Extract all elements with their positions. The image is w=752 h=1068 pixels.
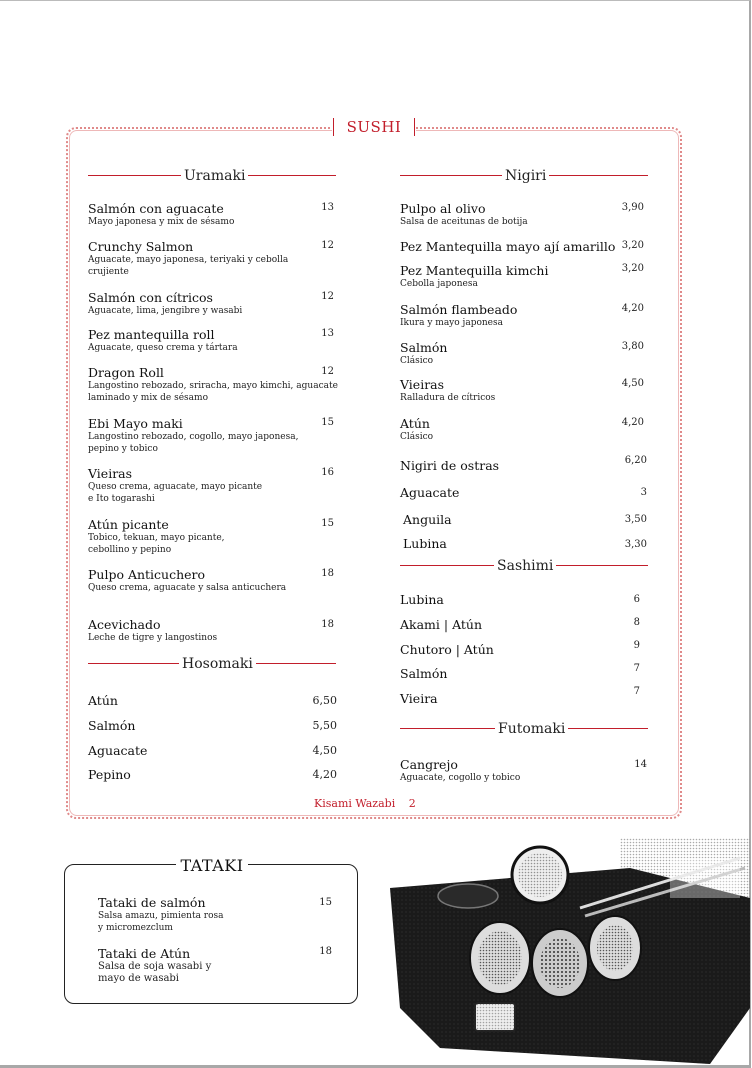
section-sashimi bbox=[400, 557, 648, 575]
nigiri-item bbox=[400, 263, 548, 290]
item-desc: Ralladura de cítricos bbox=[400, 393, 496, 403]
section-uramaki bbox=[88, 167, 336, 185]
uramaki-item bbox=[88, 290, 242, 317]
item-price: 4,20 bbox=[621, 303, 644, 314]
item-desc: Queso crema, aguacate, mayo picante bbox=[88, 482, 263, 492]
item-name: Pulpo Anticuchero bbox=[88, 567, 206, 582]
item-price: 4,50 bbox=[312, 744, 337, 757]
item-desc: laminado y mix de sésamo bbox=[88, 393, 208, 403]
item-name: Salmón con cítricos bbox=[88, 290, 213, 305]
item-name: Aguacate bbox=[400, 485, 460, 500]
item-price: 12 bbox=[321, 291, 334, 302]
nigiri-item bbox=[403, 536, 447, 551]
page-number: 2 bbox=[408, 797, 416, 810]
tataki-item bbox=[98, 895, 224, 934]
item-name: Pepino bbox=[88, 767, 131, 782]
item-price: 14 bbox=[634, 759, 647, 770]
section-nigiri bbox=[400, 167, 648, 185]
item-price: 15 bbox=[321, 417, 334, 428]
item-name: Salmón con aguacate bbox=[88, 201, 224, 216]
item-price: 7 bbox=[633, 663, 640, 674]
item-name: Pez mantequilla roll bbox=[88, 327, 215, 342]
sashimi-item bbox=[400, 617, 482, 632]
item-desc: Clásico bbox=[400, 432, 434, 442]
item-price: 12 bbox=[321, 366, 334, 377]
sushi-photo bbox=[380, 838, 750, 1064]
footer bbox=[314, 797, 416, 810]
item-desc: Ikura y mayo japonesa bbox=[400, 318, 503, 328]
nigiri-item bbox=[400, 416, 433, 443]
uramaki-item bbox=[88, 617, 217, 644]
item-price: 3,90 bbox=[621, 202, 644, 213]
item-price: 15 bbox=[319, 897, 332, 908]
item-price: 13 bbox=[321, 328, 334, 339]
item-name: Dragon Roll bbox=[88, 365, 164, 380]
item-price: 4,50 bbox=[621, 378, 644, 389]
item-price: 5,50 bbox=[312, 719, 337, 732]
item-price: 8 bbox=[633, 617, 640, 628]
item-name: Vieira bbox=[400, 691, 438, 706]
nigiri-item bbox=[400, 485, 459, 500]
uramaki-item bbox=[88, 239, 288, 278]
item-name: Ebi Mayo maki bbox=[88, 416, 183, 431]
nigiri-item bbox=[400, 377, 495, 404]
item-desc: Langostino rebozado, cogollo, mayo japonesa, bbox=[88, 432, 299, 442]
item-name: Atún bbox=[88, 693, 118, 708]
item-name: Lubina bbox=[400, 592, 444, 607]
item-desc: cebollino y pepino bbox=[88, 545, 172, 555]
nigiri-item bbox=[400, 340, 447, 367]
hosomaki-item bbox=[88, 693, 118, 708]
item-name: Salmón bbox=[88, 718, 136, 733]
section-title: Uramaki bbox=[181, 167, 248, 185]
item-desc: Langostino rebozado, sriracha, mayo kimchi, aguacate bbox=[88, 381, 338, 391]
item-price: 16 bbox=[321, 467, 334, 478]
item-price: 3 bbox=[640, 487, 647, 498]
item-price: 3,20 bbox=[621, 263, 644, 274]
item-price: 3,50 bbox=[624, 514, 647, 525]
nigiri-item bbox=[400, 458, 499, 473]
section-title: Hosomaki bbox=[179, 655, 256, 673]
section-title: Nigiri bbox=[502, 167, 549, 185]
item-price: 18 bbox=[321, 568, 334, 579]
item-name: Nigiri de ostras bbox=[400, 458, 500, 473]
item-name: Vieiras bbox=[400, 377, 445, 392]
item-desc: Aguacate, lima, jengibre y wasabi bbox=[88, 306, 243, 316]
section-title: Futomaki bbox=[495, 720, 568, 738]
hosomaki-item bbox=[88, 743, 147, 758]
item-name: Vieiras bbox=[88, 466, 133, 481]
item-price: 3,80 bbox=[621, 341, 644, 352]
nigiri-item bbox=[400, 239, 615, 254]
item-price: 15 bbox=[321, 518, 334, 529]
item-desc: Mayo japonesa y mix de sésamo bbox=[88, 217, 235, 227]
item-name: Tataki de Atún bbox=[98, 946, 191, 961]
item-price: 7 bbox=[633, 686, 640, 697]
item-desc: Aguacate, cogollo y tobico bbox=[400, 773, 521, 783]
restaurant-name: Kisami Wazabi bbox=[314, 797, 396, 810]
item-name: Atún picante bbox=[88, 517, 169, 532]
uramaki-item bbox=[88, 327, 238, 354]
item-name: Tataki de salmón bbox=[98, 895, 206, 910]
nigiri-item bbox=[403, 512, 452, 527]
uramaki-item bbox=[88, 201, 234, 228]
item-price: 3,30 bbox=[624, 539, 647, 550]
hosomaki-item bbox=[88, 718, 135, 733]
uramaki-item bbox=[88, 567, 286, 594]
item-desc: e Ito togarashi bbox=[88, 494, 155, 504]
item-price: 9 bbox=[633, 640, 640, 651]
nigiri-item bbox=[400, 201, 528, 228]
item-name: Acevichado bbox=[88, 617, 161, 632]
item-price: 12 bbox=[321, 240, 334, 251]
item-desc: Queso crema, aguacate y salsa anticuchera bbox=[88, 583, 287, 593]
item-price: 6 bbox=[633, 594, 640, 605]
item-desc: Salsa de soja wasabi y bbox=[98, 961, 212, 972]
section-futomaki bbox=[400, 720, 648, 738]
section-title: Sashimi bbox=[494, 557, 556, 575]
item-name: Pez Mantequilla mayo ají amarillo bbox=[400, 239, 616, 254]
uramaki-item bbox=[88, 365, 338, 404]
item-name: Crunchy Salmon bbox=[88, 239, 194, 254]
item-price: 6,50 bbox=[312, 694, 337, 707]
item-name: Lubina bbox=[403, 536, 447, 551]
item-price: 4,20 bbox=[312, 768, 337, 781]
futomaki-item bbox=[400, 757, 520, 784]
item-name: Salmón bbox=[400, 666, 448, 681]
item-desc: mayo de wasabi bbox=[98, 973, 180, 984]
item-price: 4,20 bbox=[621, 417, 644, 428]
menu-title: SUSHI bbox=[332, 116, 416, 138]
item-desc: crujiente bbox=[88, 267, 129, 277]
hosomaki-item bbox=[88, 767, 131, 782]
item-desc: pepino y tobico bbox=[88, 444, 158, 454]
sashimi-item bbox=[400, 666, 447, 681]
tataki-title: TATAKI bbox=[176, 855, 248, 877]
item-desc: Salsa amazu, pimienta rosa bbox=[98, 911, 224, 921]
item-price: 18 bbox=[319, 946, 332, 957]
item-name: Salmón flambeado bbox=[400, 302, 518, 317]
sashimi-item bbox=[400, 642, 494, 657]
item-name: Pulpo al olivo bbox=[400, 201, 486, 216]
item-name: Atún bbox=[400, 416, 430, 431]
item-price: 18 bbox=[321, 619, 334, 630]
item-price: 13 bbox=[321, 202, 334, 213]
section-hosomaki bbox=[88, 655, 336, 673]
item-desc: Salsa de aceitunas de botija bbox=[400, 217, 528, 227]
item-name: Akami | Atún bbox=[400, 617, 482, 632]
item-name: Cangrejo bbox=[400, 757, 458, 772]
tataki-item bbox=[98, 946, 211, 985]
item-name: Aguacate bbox=[88, 743, 148, 758]
sashimi-item bbox=[400, 691, 438, 706]
item-name: Salmón bbox=[400, 340, 448, 355]
uramaki-item bbox=[88, 466, 262, 505]
item-price: 6,20 bbox=[624, 455, 647, 466]
item-desc: Aguacate, mayo japonesa, teriyaki y cebolla bbox=[88, 255, 289, 265]
item-name: Pez Mantequilla kimchi bbox=[400, 263, 549, 278]
item-desc: Tobico, tekuan, mayo picante, bbox=[88, 533, 225, 543]
item-price: 3,20 bbox=[621, 240, 644, 251]
uramaki-item bbox=[88, 517, 225, 556]
item-name: Chutoro | Atún bbox=[400, 642, 494, 657]
item-desc: Aguacate, queso crema y tártara bbox=[88, 343, 238, 353]
item-desc: y micromezclum bbox=[98, 923, 173, 933]
sashimi-item bbox=[400, 592, 444, 607]
uramaki-item bbox=[88, 416, 298, 455]
item-desc: Leche de tigre y langostinos bbox=[88, 633, 218, 643]
nigiri-item bbox=[400, 302, 517, 329]
item-name: Anguila bbox=[403, 512, 452, 527]
item-desc: Clásico bbox=[400, 356, 434, 366]
item-desc: Cebolla japonesa bbox=[400, 279, 478, 289]
